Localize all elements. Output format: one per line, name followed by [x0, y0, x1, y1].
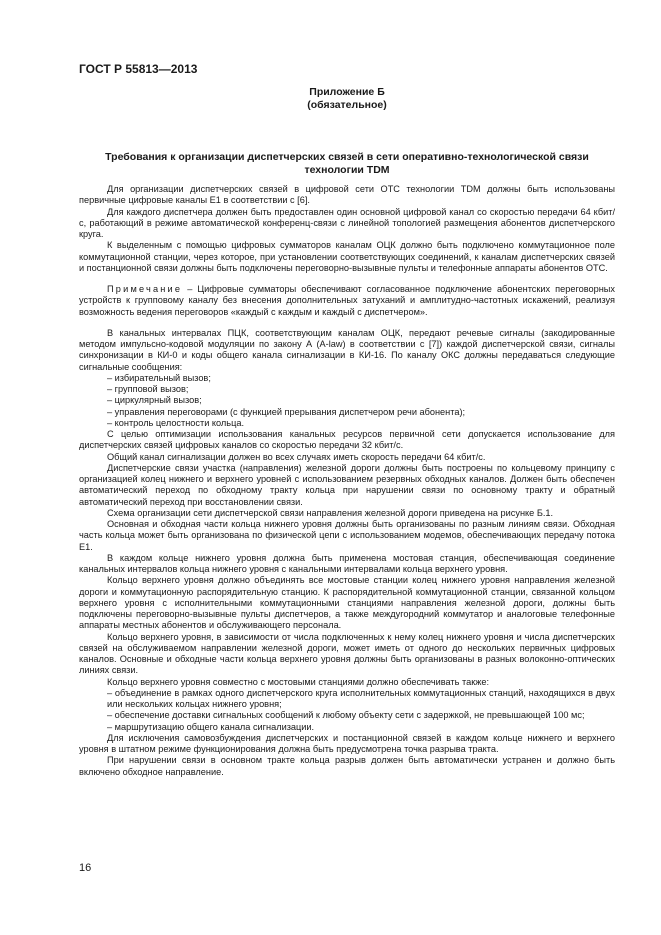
paragraph: При нарушении связи в основном тракте кольца разрыв должен быть автоматически устранен и должно быть включено обходное направление.: [79, 755, 615, 777]
note: [79, 284, 615, 318]
paragraph: Для исключения самовозбуждения диспетчерских и постанционной связей в каждом кольце нижнего и верхнего уровня в штатном режиме функционирования должна быть предусмотрена точка разрыва тракта.: [79, 732, 615, 754]
paragraph: В канальных интервалах ПЦК, соответствующим каналам ОЦК, передают речевые сигналы (закодированные методом импульсно-кодовой модуляции по закону А (A-law) в соответствии с [7]) каждой диспетчерской связи, сигналы синхронизации в КИ-0 и коды общего канала сигнализации в КИ-16. По каналу ОКС должны передаваться следующие сигнальные сообщения:: [79, 327, 615, 372]
paragraph: Кольцо верхнего уровня, в зависимости от числа подключенных к нему колец нижнего уровня и числа диспетчерских связей на обслуживаемом направлении железной дороги, может иметь от одного до нескольких первичных цифровых каналов. Основные и обходные части кольца верхнего уровня должны быть организованы в разных волоконно-оптических линиях связи.: [79, 631, 615, 676]
list-item: – групповой вызов;: [107, 384, 189, 394]
paragraph: Кольцо верхнего уровня совместно с мостовыми станциями должно обеспечивать также:: [107, 676, 490, 687]
list-item: – маршрутизацию общего канала сигнализации.: [107, 721, 315, 732]
list-item: – циркулярный вызов;: [107, 395, 202, 406]
annex-heading: [79, 86, 615, 112]
paragraph: Для организации диспетчерских связей в цифровой сети ОТС технологии TDM должны быть использованы первичные цифровые каналы Е1 в соответствии с [6].: [79, 184, 615, 206]
paragraph: Общий канал сигнализации должен во всех случаях иметь скорость передачи 64 кбит/с.: [107, 451, 486, 462]
paragraph: Диспетчерские связи участка (направления) железной дороги должны быть построены по кольцевому принципу с организацией колец нижнего и верхнего уровней с использованием резервных обходных каналов. Должен быть обеспечен автоматический переход по обходному тракту кольца при нарушении связи по основному тракту и обратный автоматический переход при восстановлении связи.: [79, 462, 615, 507]
paragraph: Кольцо верхнего уровня должно объединять все мостовые станции колец нижнего уровня направления железной дороги и коммутационную распорядительную станцию. К распорядительной коммутационной станции, связанной кольцом верхнего уровня с исполнительными коммутационными станциями направления железной дороги, должны быть подключены переговорно-вызывные пульты диспетчеров, а также междугородний коммутатор и аналоговые телефонные аппараты местных абонентов и обслуживающего персонала.: [79, 575, 615, 631]
list-item: – контроль целостности кольца.: [107, 417, 245, 428]
list-item: – объединение в рамках одного диспетчерского круга исполнительных коммутационных станций, находящихся в двух или нескольких кольцах нижнего уровня;: [107, 687, 615, 709]
standard-header: ГОСТ Р 55813—2013: [79, 62, 198, 76]
paragraph: С целью оптимизации использования канальных ресурсов первичной сети допускается использование для диспетчерских связей цифровых каналов со скоростью передачи 32 кбит/с.: [79, 429, 615, 451]
paragraph: Основная и обходная части кольца нижнего уровня должны быть организованы по разным линиям связи. Обходная часть кольца может быть организована по физической цепи с использованием модемов, обеспечивающих передачу потока Е1.: [79, 519, 615, 552]
list-item: – управления переговорами (с функцией прерывания диспетчером речи абонента);: [107, 406, 466, 417]
paragraph: Схема организации сети диспетчерской связи направления железной дороги приведена на рисунке Б.1.: [107, 507, 554, 518]
paragraph: В каждом кольце нижнего уровня должна быть применена мостовая станция, обеспечивающая соединение канальных интервалов кольца нижнего уровня с канальными интервалами кольца верхнего уровня.: [79, 552, 615, 574]
paragraph: К выделенным с помощью цифровых сумматоров каналам ОЦК должно быть подключено коммутационное поле коммутационной станции, через которое, при установлении соответствующих соединений, к каналам диспетчерских связей и постанционной связи должны быть подключены переговорно-вызывные пульты и телефонные аппараты абонентов ОТС.: [79, 240, 615, 273]
page-number: 16: [79, 862, 92, 874]
section-title: [79, 151, 615, 177]
annex-title: Приложение Б: [309, 86, 385, 98]
paragraph: Для каждого диспетчера должен быть предоставлен один основной цифровой канал со скоростью передачи 64 кбит/с, работающий в режиме автоматической конференц-связи с линейной топологией размещения абонентов диспетчерского круга.: [79, 206, 615, 239]
document-body: [79, 184, 615, 778]
list-item: – обеспечение доставки сигнальных сообщений к любому объекту сети с задержкой, не превышающей 100 мс;: [107, 710, 585, 721]
note-label: Примечание: [107, 284, 183, 294]
list-item: – избирательный вызов;: [107, 372, 211, 383]
annex-status: (обязательное): [307, 99, 387, 111]
note-text: – Цифровые сумматоры обеспечивают согласованное подключение абонентских переговорных устройств к групповому каналу без внесения дополнительных затуханий и амплитудно-частотных искажений, реализуя возможность ведения переговоров «каждый с каждым и каждый с диспетчером».: [79, 284, 615, 317]
section-title-line2: технологии TDM: [304, 164, 390, 176]
section-title-line1: Требования к организации диспетчерских связей в сети оперативно-технологической связи: [105, 151, 589, 163]
